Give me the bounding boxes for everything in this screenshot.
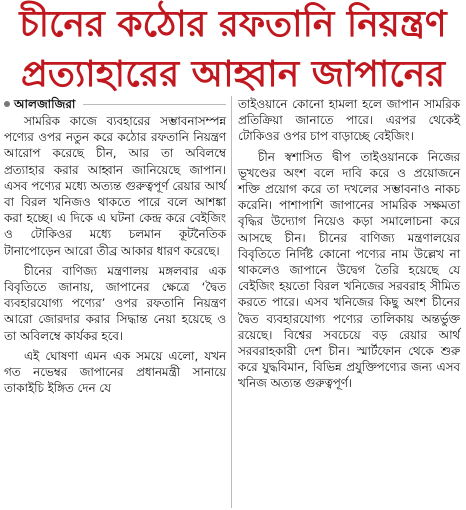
article-column-left — [4, 96, 226, 400]
byline-rule — [83, 104, 226, 105]
headline-line-2: প্রত্যাহারের আহ্বান জাপানের — [20, 54, 446, 95]
paragraph: চীন স্বশাসিত দ্বীপ তাইওয়ানকে নিজের ভূখণ্ডের অংশ বলে দাবি করে ও প্রয়োজনে শক্তি প্রয়োগ করে তা দখলের সম্ভাবনাও নাকচ করেনি। পাশাপাশি জাপানের সামরিক সক্ষমতা বৃদ্ধির উদ্যোগ নিয়েও কড়া সমালোচনা করে আসছে চীন। চীনের বাণিজ্য মন্ত্রণালয়ের বিবৃতিতে নির্দিষ্ট কোনো পণ্যের নাম উল্লেখ না থাকলেও জাপানে উদ্বেগ তৈরি হয়েছে যে বেইজিং হয়তো বিরল খনিজের সরবরাহ সীমিত করতে পারে। এসব খনিজের কিছু অংশ চীনের দ্বৈত ব্যবহারযোগ্য পণ্যের তালিকায় অন্তর্ভুক্ত রয়েছে। বিশ্বের সবচেয়ে বড় রেয়ার আর্থ সরবরাহকারী দেশ চীন। স্মার্টফোন থেকে শুরু করে যুদ্ধবিমান, বিভিন্ন প্রযুক্তিপণ্যের জন্য এসব খনিজ অত্যন্ত গুরুত্বপূর্ণ। — [238, 149, 460, 391]
bullet-icon — [4, 101, 10, 107]
paragraph: সামরিক কাজে ব্যবহারের সম্ভাবনাসম্পন্ন পণ্যের ওপর নতুন করে কঠোর রফতানি নিয়ন্ত্রণ আরোপ করেছে চীন, আর তা অবিলম্বে প্রত্যাহার করার আহ্বান জানিয়েছে জাপান। এসব পণ্যের মধ্যে অত্যন্ত গুরুত্বপূর্ণ রেয়ার আর্থ বা বিরল খনিজও থাকতে পারে বলে আশঙ্কা করা হচ্ছে। এ দিকে এ ঘটনা কেন্দ্র করে বেইজিং ও টোকিওর মধ্যে চলমান কূটনৈতিক টানাপোড়েন আরো তীব্র আকার ধারণ করেছে। — [4, 114, 226, 258]
column-divider — [231, 96, 232, 508]
byline — [4, 96, 226, 112]
headline-line-1: চীনের কঠোর রফতানি নিয়ন্ত্রণ — [19, 4, 447, 45]
paragraph: এই ঘোষণা এমন এক সময়ে এলো, যখন গত নভেম্বর জাপানের প্রধানমন্ত্রী সানায়ে তাকাইচি ইঙ্গিত দেন যে — [4, 348, 226, 396]
article-column-right — [238, 96, 460, 396]
paragraph: তাইওয়ানে কোনো হামলা হলে জাপান সামরিক প্রতিক্রিয়া জানাতে পারে। এরপর থেকেই টোকিওর ওপর চাপ বাড়াচ্ছে বেইজিং। — [238, 97, 460, 144]
byline-source: আলজাজিরা — [14, 97, 76, 111]
paragraph: চীনের বাণিজ্য মন্ত্রণালয় মঙ্গলবার এক বিবৃতিতে জানায়, জাপানের ক্ষেত্রে ‘দ্বৈত ব্যবহারযোগ্য পণ্যের’ ওপর রফতানি নিয়ন্ত্রণ আরো জোরদার করার সিদ্ধান্ত নেয়া হয়েছে ও তা অবিলম্বে কার্যকর হবে। — [4, 263, 226, 343]
